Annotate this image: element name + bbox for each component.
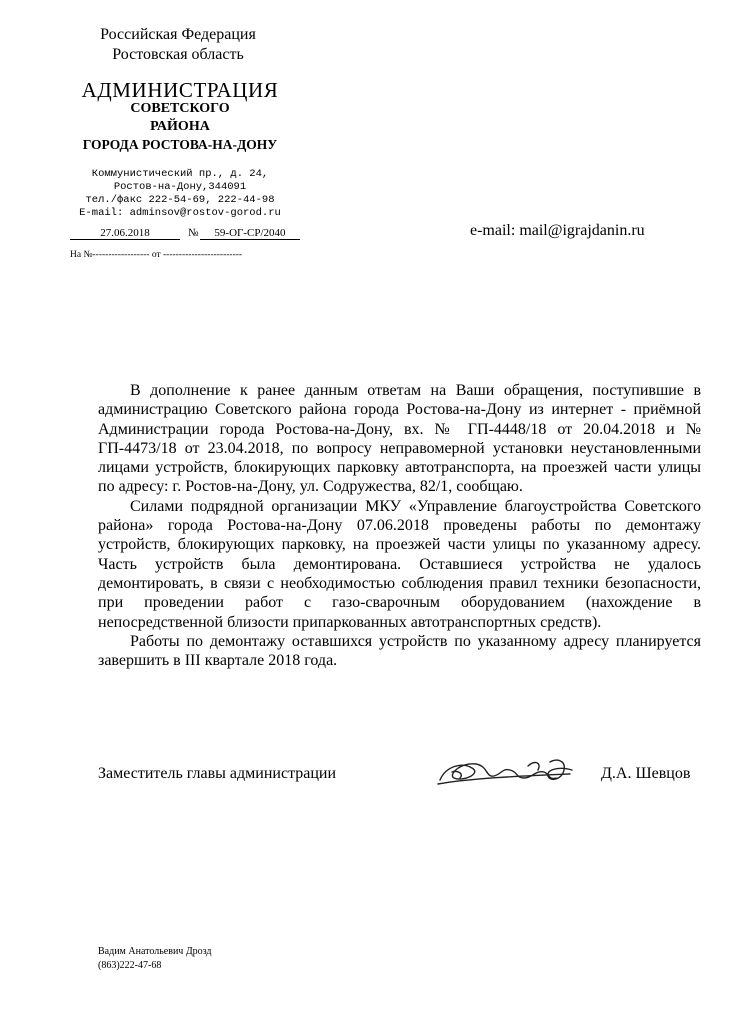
address-line-2: Ростов-на-Дону,344091 (113, 181, 247, 193)
registration-number-field (200, 227, 300, 240)
registration-date: 27.06.2018 (70, 227, 180, 240)
registration-number: 59-ОГ-СР/2040 (200, 227, 300, 240)
signer-name: Д.А. Шевцов (601, 765, 691, 782)
phone-line: тел./факс 222-54-69, 222-44-98 (85, 194, 275, 206)
registration-date-field (70, 227, 180, 240)
executor-phone: (863)222-47-68 (98, 960, 162, 971)
signer-position: Заместитель главы администрации (98, 765, 337, 782)
region-line: Ростовская область (112, 46, 244, 63)
recipient-email: e-mail: mail@igrajdanin.ru (470, 222, 645, 239)
email-line: E-mail: adminsov@rostov-gorod.ru (79, 207, 281, 219)
paragraph-1: В дополнение к ранее данным ответам на Ваши обращения, поступившие в администрацию Советского района города Ростова-на-Дону из интернет - приёмной Администрации города Ростова-на-Дону, вх. № ГП-4448/18 от 20.04.2018 и № ГП-4473/18 от 23.04.2018, по вопросу неправомерной установки неустановленными лицами устройств, блокирующих парковку автотранспорта, на проезжей части улицы по адресу: г. Ростов-на-Дону, ул. Содружества, 82/1, сообщаю. (98, 382, 701, 496)
letter-body (98, 381, 701, 670)
reply-reference-line: На №------------------ от ------------------------- (70, 250, 243, 260)
handwritten-signature (432, 748, 592, 799)
country-line: Российская Федерация (100, 26, 256, 43)
paragraph-2: Силами подрядной организации МКУ «Управление благоустройства Советского района» города Ростова-на-Дону 07.06.2018 проведены работы по демонтажу устройств, блокирующих парковку, на проезжей части улицы по указанному адресу. Часть устройств была демонтирована. Оставшиеся устройства не удалось демонтировать, в связи с необходимостью соблюдения правил техники безопасности, при проведении работ с газо-сварочным оборудованием (нахождение в непосредственной близости припаркованных автотранспортных средств). (98, 497, 701, 631)
administration-sub-3: ГОРОДА РОСТОВА-НА-ДОНУ (82, 137, 278, 152)
administration-sub-1: СОВЕТСКОГО (130, 101, 230, 116)
administration-sub-2: РАЙОНА (150, 119, 210, 134)
address-line-1: Коммунистический пр., д. 24, (91, 168, 269, 180)
administration-title: АДМИНИСТРАЦИЯ (81, 78, 279, 102)
executor-name: Вадим Анатольевич Дрозд (98, 946, 212, 957)
paragraph-3: Работы по демонтажу оставшихся устройств по указанному адресу планируется завершить в III квартале 2018 года. (98, 632, 701, 670)
registration-number-label: № (188, 227, 199, 239)
